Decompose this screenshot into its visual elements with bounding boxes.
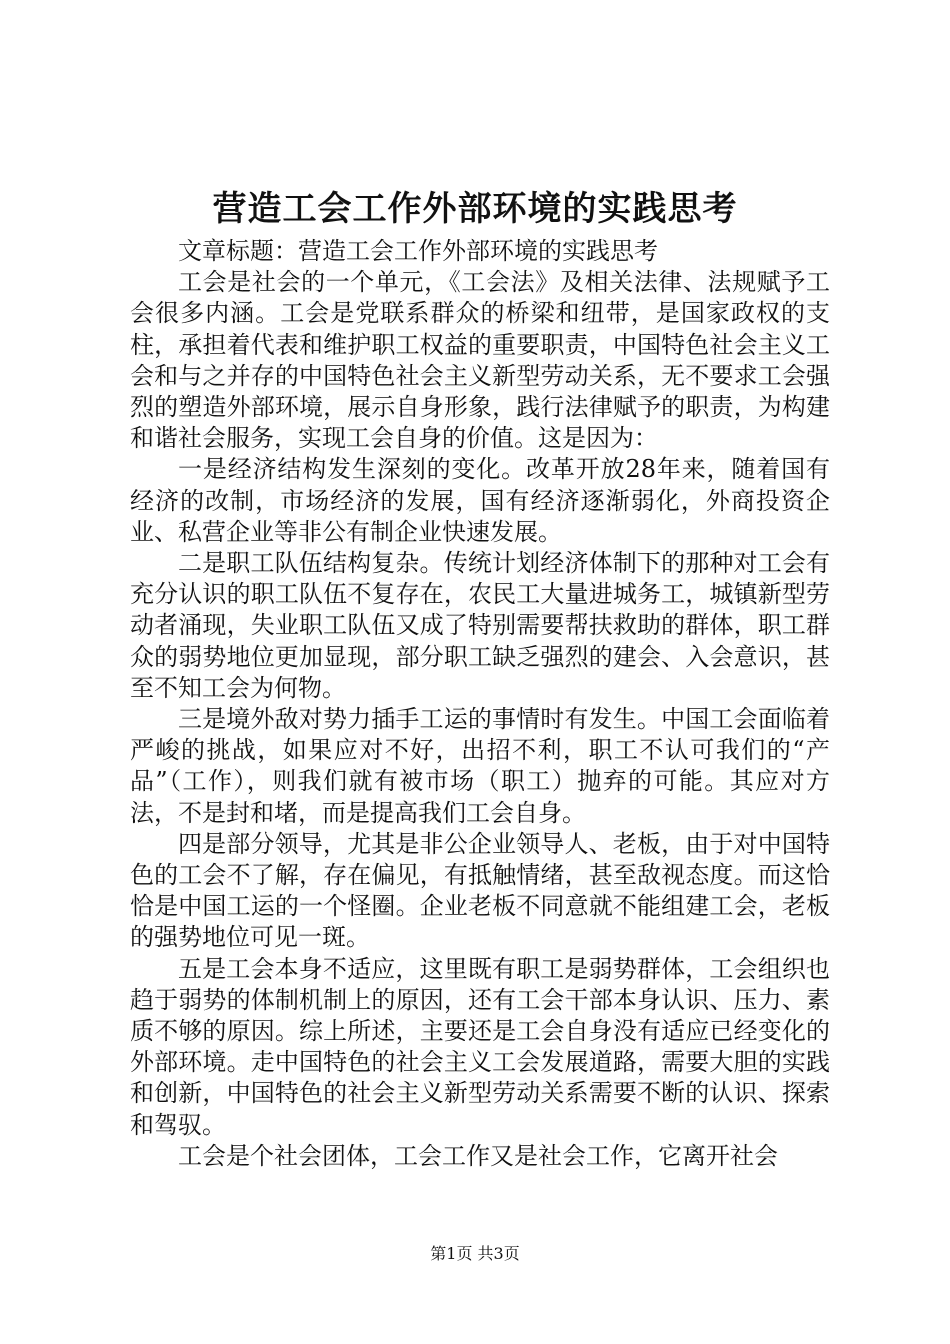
page-number-footer: 第1页 共3页 <box>430 1244 520 1263</box>
document-body <box>130 236 830 1172</box>
body-paragraph: 工会是个社会团体，工会工作又是社会工作，它离开社会 <box>178 1141 778 1170</box>
body-paragraph: 五是工会本身不适应，这里既有职工是弱势群体，工会组织也趋于弱势的体制机制上的原因，还有工会干部本身认识、压力、素质不够的原因。综上所述，主要还是工会自身没有适应已经变化的外部环境。走中国特色的社会主义工会发展道路，需要大胆的实践和创新，中国特色的社会主义新型劳动关系需要不断的认识、探索和驾驭。 <box>130 954 830 1139</box>
document-title: 营造工会工作外部环境的实践思考 <box>212 189 738 229</box>
article-title-line: 文章标题：营造工会工作外部环境的实践思考 <box>178 237 658 265</box>
body-paragraph: 一是经济结构发生深刻的变化。改革开放28年来，随着国有经济的改制，市场经济的发展，国有经济逐渐弱化，外商投资企业、私营企业等非公有制企业快速发展。 <box>130 455 830 546</box>
body-paragraph: 工会是社会的一个单元，《工会法》及相关法律、法规赋予工会很多内涵。工会是党联系群众的桥梁和纽带，是国家政权的支柱，承担着代表和维护职工权益的重要职责，中国特色社会主义工会和与之并存的中国特色社会主义新型劳动关系，无不要求工会强烈的塑造外部环境，展示自身形象，践行法律赋予的职责，为构建和谐社会服务，实现工会自身的价值。这是因为： <box>130 268 830 453</box>
body-paragraph: 三是境外敌对势力插手工运的事情时有发生。中国工会面临着严峻的挑战，如果应对不好，出招不利，职工不认可我们的“产品”（工作），则我们就有被市场（职工）抛弃的可能。其应对方法，不是封和堵，而是提高我们工会自身。 <box>130 705 830 827</box>
body-paragraph: 二是职工队伍结构复杂。传统计划经济体制下的那种对工会有充分认识的职工队伍不复存在，农民工大量进城务工，城镇新型劳动者涌现，失业职工队伍又成了特别需要帮扶救助的群体，职工群众的弱势地位更加显现，部分职工缺乏强烈的建会、入会意识，甚至不知工会为何物。 <box>130 549 830 702</box>
body-paragraph: 四是部分领导，尤其是非公企业领导人、老板，由于对中国特色的工会不了解，存在偏见，有抵触情绪，甚至敌视态度。而这恰恰是中国工运的一个怪圈。企业老板不同意就不能组建工会，老板的强势地位可见一斑。 <box>130 829 830 952</box>
